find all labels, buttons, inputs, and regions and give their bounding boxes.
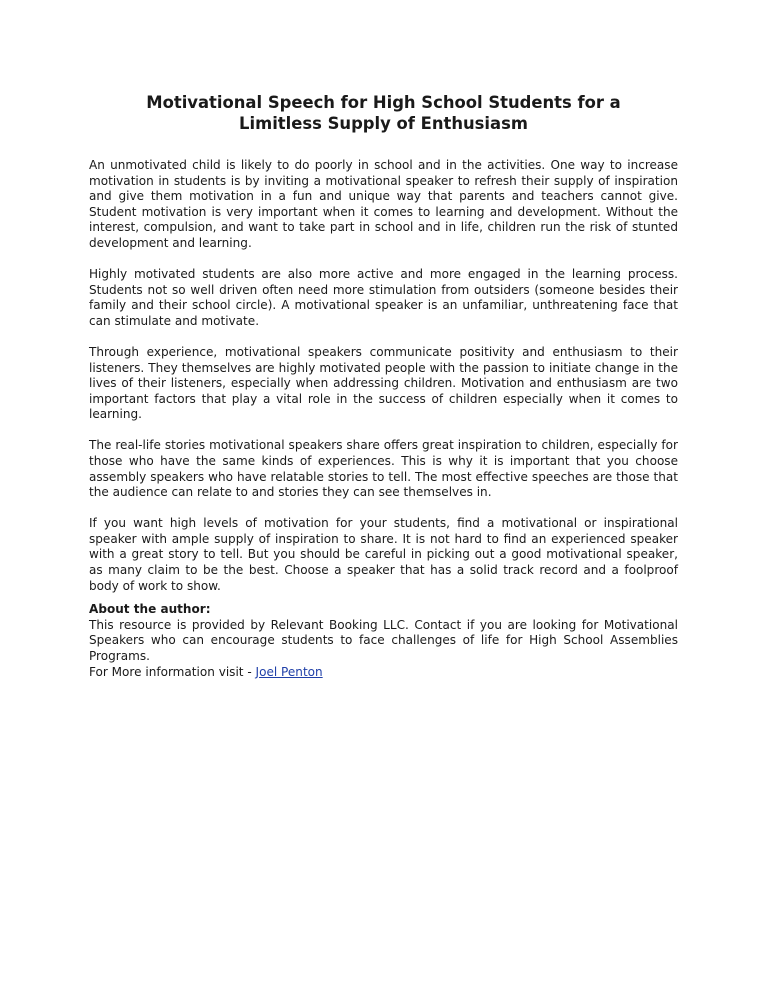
body-paragraph-1: An unmotivated child is likely to do poorly in school and in the activities. One way to increase motivation in students is by inviting a motivational speaker to refresh their supply of inspiration and give them motivation in a fun and unique way that parents and teachers cannot give. Student motivation is very important when it comes to learning and development. Without the interest, compulsion, and want to take part in school and in life, children run the risk of stunted development and learning. bbox=[89, 158, 678, 250]
page-title-line-2: Limitless Supply of Enthusiasm bbox=[239, 114, 528, 133]
page-title-line-1: Motivational Speech for High School Students for a bbox=[146, 93, 621, 112]
page-title bbox=[89, 92, 678, 134]
about-author-body: This resource is provided by Relevant Booking LLC. Contact if you are looking for Motivational Speakers who can encourage students to face challenges of life for High School Assemblies Programs. bbox=[89, 617, 678, 664]
body-paragraph-4: The real-life stories motivational speakers share offers great inspiration to children, especially for those who have the same kinds of experiences. This is why it is important that you choose assembly speakers who have relatable stories to tell. The most effective speeches are those that the audience can relate to and stories they can see themselves in. bbox=[89, 438, 678, 500]
more-info-prefix: For More information visit - bbox=[89, 664, 256, 679]
about-author-heading: About the author: bbox=[89, 602, 211, 617]
author-link[interactable]: Joel Penton bbox=[255, 664, 323, 679]
document-page bbox=[89, 92, 678, 680]
more-info-line bbox=[89, 665, 678, 681]
body-paragraph-2: Highly motivated students are also more active and more engaged in the learning process. Students not so well driven often need more stimulation from outsiders (someone besides their family and their school circle). A motivational speaker is an unfamiliar, unthreatening face that can stimulate and motivate. bbox=[89, 267, 678, 328]
about-author-section bbox=[89, 602, 678, 680]
body-paragraph-3: Through experience, motivational speakers communicate positivity and enthusiasm to their listeners. They themselves are highly motivated people with the passion to initiate change in the lives of their listeners, especially when addressing children. Motivation and enthusiasm are two important factors that play a vital role in the success of children especially when it comes to learning. bbox=[89, 344, 678, 422]
body-paragraph-5: If you want high levels of motivation for your students, find a motivational or inspirational speaker with ample supply of inspiration to share. It is not hard to find an experienced speaker with a great story to tell. But you should be careful in picking out a good motivational speaker, as many claim to be the best. Choose a speaker that has a solid track record and a foolproof body of work to show. bbox=[89, 516, 678, 593]
